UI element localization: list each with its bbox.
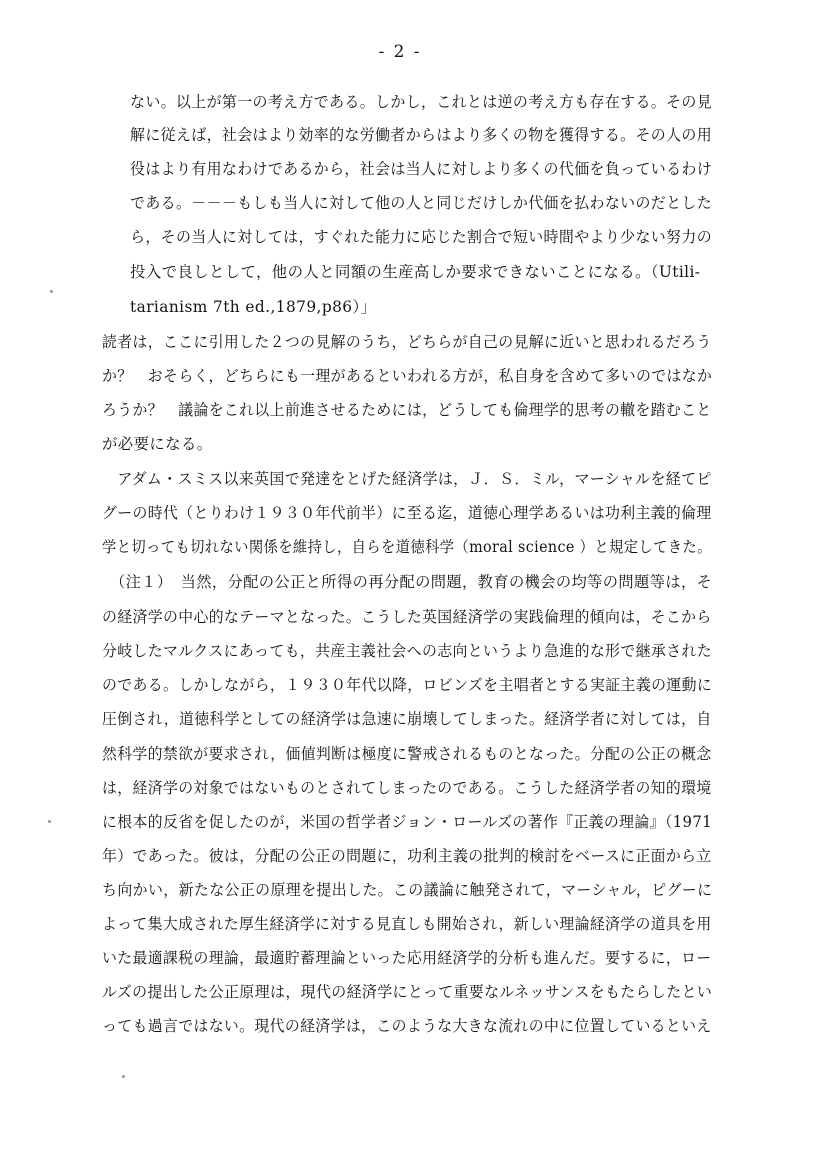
body-line: （注１） 当然，分配の公正と所得の再分配の問題，教育の機会の均等の問題等は，そ [102, 573, 713, 591]
quote-line: 役はより有用なわけであるから，社会は当人に対しより多くの代価を負っているわけ [130, 160, 713, 178]
quote-line: 投入で良しとして，他の人と同額の生産高しか要求できないことになる。（Utili- [130, 263, 701, 281]
body-line: のである。しかしながら，１９３０年代以降，ロビンズを主唱者とする実証主義の運動に [102, 676, 713, 694]
scan-speck [48, 820, 51, 823]
body-line: ろうか？ 議論をこれ以上前進させるためには，どうしても倫理学的思考の轍を踏むこと [102, 401, 712, 419]
quote-line: tarianism 7th ed.,1879,p86）」 [130, 298, 377, 316]
body-line: が必要になる。 [102, 435, 213, 453]
body-line: アダム・スミス以来英国で発達をとげた経済学は，Ｊ．Ｓ．ミル，マーシャルを経てピ [102, 470, 712, 488]
body-line: よって集大成された厚生経済学に対する見直しも開始され，新しい理論経済学の道具を用 [102, 915, 712, 933]
scan-speck [50, 290, 53, 293]
body-line: の経済学の中心的なテーマとなった。こうした英国経済学の実践倫理的傾向は，そこから [102, 608, 712, 626]
body-line: 読者は，ここに引用した２つの見解のうち，どちらが自己の見解に近いと思われるだろう [102, 333, 712, 351]
body-line: 学と切っても切れない関係を維持し，自らを道徳科学（moral science ）と規定してきた。 [102, 538, 712, 556]
body-line: か？ おそらく，どちらにも一理があるといわれる方が，私自身を含めて多いのではなか [102, 367, 713, 385]
body-line: 分岐したマルクスにあっても，共産主義社会への志向というより急進的な形で継承された [102, 642, 713, 660]
scan-speck [122, 1075, 125, 1078]
body-line: いた最適課税の理論，最適貯蓄理論といった応用経済学的分析も進んだ。要するに，ロー [102, 949, 712, 967]
body-line: グーの時代（とりわけ１９３０年代前半）に至る迄，道徳心理学あるいは功利主義的倫理 [102, 504, 712, 522]
body-line: っても過言ではない。現代の経済学は，このような大きな流れの中に位置しているといえ [102, 1017, 712, 1035]
body-line: ルズの提出した公正原理は，現代の経済学にとって重要なルネッサンスをもたらしたとい [102, 983, 713, 1001]
body-line: は，経済学の対象ではないものとされてしまったのである。こうした経済学者の知的環境 [102, 779, 712, 797]
page-number: - 2 - [378, 42, 422, 62]
quote-line: 解に従えば，社会はより効率的な労働者からはより多くの物を獲得する。その人の用 [130, 126, 713, 144]
body-line: 年）であった。彼は，分配の公正の問題に，功利主義の批判的検討をベースに正面から立 [102, 847, 712, 865]
quote-line: ない。以上が第一の考え方である。しかし，これとは逆の考え方も存在する。その見 [130, 93, 713, 111]
body-line: 然科学的禁欲が要求され，価値判断は極度に警戒されるものとなった。分配の公正の概念 [102, 745, 712, 763]
body-line: に根本的反省を促したのが，米国の哲学者ジョン・ロールズの著作『正義の理論』（1971 [102, 813, 713, 831]
quote-line: である。－－－もしも当人に対して他の人と同じだけしか代価を払わないのだとした [130, 194, 713, 212]
quote-line: ら，その当人に対しては，すぐれた能力に応じた割合で短い時間やより少ない努力の [130, 228, 713, 246]
body-line: ち向かい，新たな公正の原理を提出した。この議論に触発されて，マーシャル，ピグーに [102, 881, 713, 899]
body-line: 圧倒され，道徳科学としての経済学は急速に崩壊してしまった。経済学者に対しては，自 [102, 710, 712, 728]
